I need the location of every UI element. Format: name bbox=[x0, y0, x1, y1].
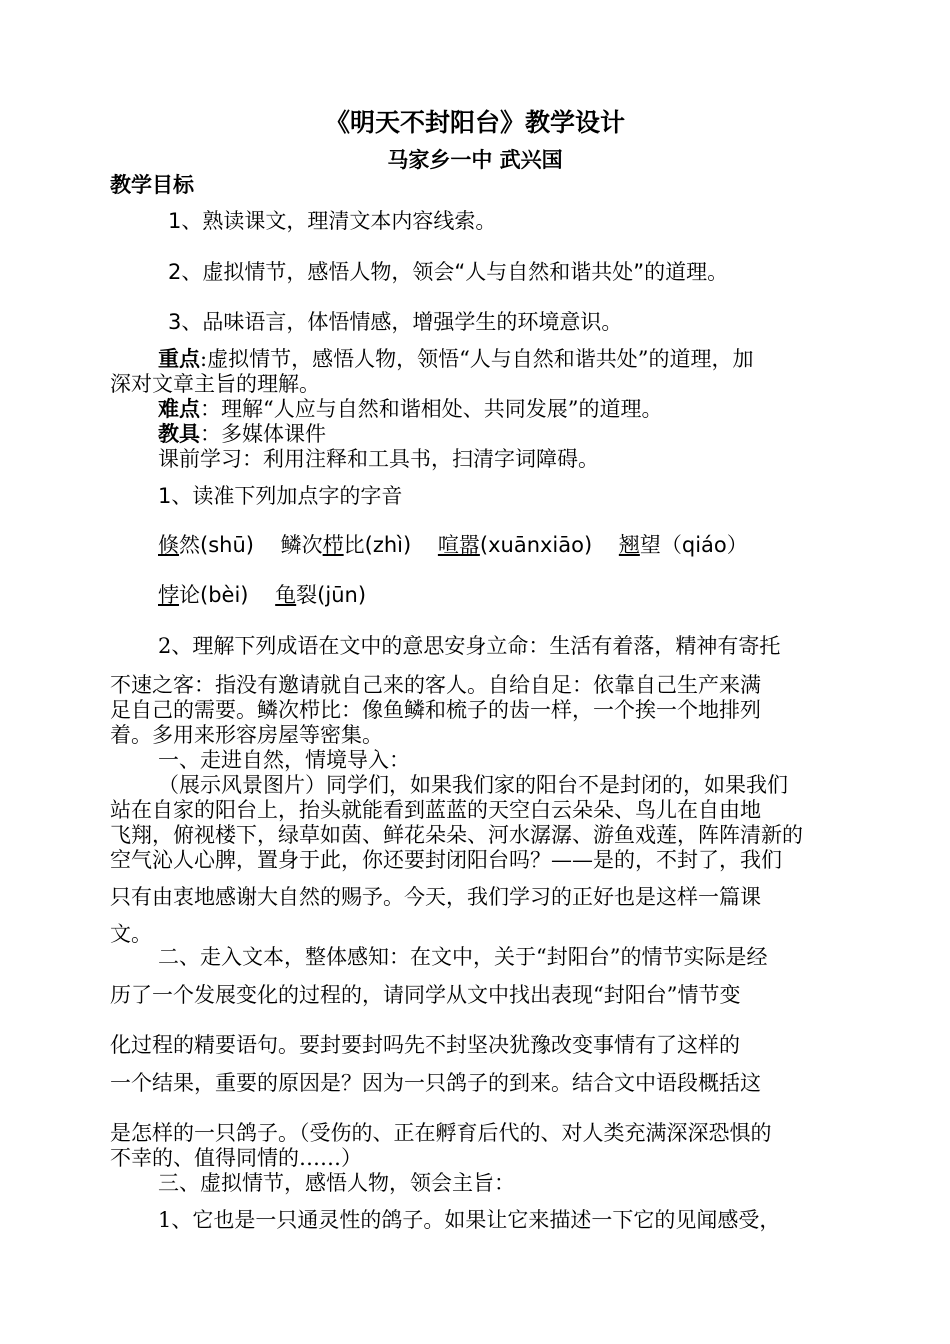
tools-label: 教具 bbox=[158, 422, 200, 446]
pinyin-item: 龟裂(jūn) bbox=[275, 583, 367, 607]
key-point bbox=[158, 346, 754, 372]
body-line: （展示风景图片）同学们，如果我们家的阳台不是封闭的，如果我们 bbox=[158, 773, 788, 797]
body-line: 化过程的精要语句。要封要封吗先不封坚决犹豫改变事情有了这样的 bbox=[110, 1033, 740, 1057]
difficulty-label: 难点 bbox=[158, 397, 200, 421]
doc-title: 《明天不封阳台》教学设计 bbox=[324, 108, 625, 137]
pinyin-item: 倏然(shū) bbox=[158, 533, 254, 557]
objective-item: 3、品味语言，体悟情感，增强学生的环境意识。 bbox=[168, 310, 623, 334]
body-line: 站在自家的阳台上，抬头就能看到蓝蓝的天空白云朵朵、鸟儿在自由地 bbox=[110, 798, 761, 822]
key-point-label: 重点 bbox=[158, 347, 200, 371]
body-line: 只有由衷地感谢大自然的赐予。今天，我们学习的正好也是这样一篇课 bbox=[110, 885, 761, 909]
body-line: 飞翔，俯视楼下，绿草如茵、鲜花朵朵、河水潺潺、游鱼戏莲，阵阵清新的 bbox=[110, 823, 803, 847]
pinyin-item: 鳞次栉比(zhì) bbox=[280, 533, 412, 557]
tools-text: ：多媒体课件 bbox=[200, 422, 326, 446]
body-line: 文。 bbox=[110, 922, 152, 946]
pinyin-item: 悖论(bèi) bbox=[158, 583, 249, 607]
pinyin-row bbox=[158, 582, 366, 608]
pinyin-item: 翘望（qiáo） bbox=[618, 533, 748, 557]
body-line: 空气沁人心脾，置身于此，你还要封闭阳台吗？——是的，不封了，我们 bbox=[110, 848, 782, 872]
body-line: 着。多用来形容房屋等密集。 bbox=[110, 723, 383, 747]
key-point-cont: 深对文章主旨的理解。 bbox=[110, 372, 320, 396]
objectives-heading: 教学目标 bbox=[110, 173, 194, 197]
difficulty-text: ：理解“人应与自然和谐相处、共同发展”的道理。 bbox=[200, 397, 663, 421]
body-line: 一、走进自然，情境导入： bbox=[158, 748, 410, 772]
pinyin-heading: 1、读准下列加点字的字音 bbox=[158, 484, 403, 508]
body-line: 历了一个发展变化的过程的，请同学从文中找出表现“封阳台”情节变 bbox=[110, 983, 741, 1007]
body-line: 2、理解下列成语在文中的意思安身立命：生活有着落，精神有寄托 bbox=[158, 634, 781, 658]
doc-author: 马家乡一中 武兴国 bbox=[387, 148, 563, 172]
teaching-tools bbox=[158, 421, 326, 447]
body-line: 二、走入文本，整体感知：在文中，关于“封阳台”的情节实际是经 bbox=[158, 945, 768, 969]
difficulty bbox=[158, 396, 662, 422]
pinyin-row bbox=[158, 532, 748, 558]
body-line: 1、它也是一只通灵性的鸽子。如果让它来描述一下它的见闻感受， bbox=[158, 1208, 781, 1232]
body-line: 是怎样的一只鸽子。（受伤的、正在孵育后代的、对人类充满深深恐惧的 bbox=[110, 1121, 772, 1145]
body-line: 不速之客：指没有邀请就自己来的客人。自给自足：依靠自己生产来满 bbox=[110, 673, 761, 697]
body-line: 足自己的需要。鳞次栉比：像鱼鳞和梳子的齿一样，一个挨一个地排列 bbox=[110, 698, 761, 722]
key-point-text: :虚拟情节，感悟人物，领悟“人与自然和谐共处”的道理，加 bbox=[200, 347, 754, 371]
body-line: 一个结果，重要的原因是？因为一只鸽子的到来。结合文中语段概括这 bbox=[110, 1071, 761, 1095]
preview-study: 课前学习：利用注释和工具书，扫清字词障碍。 bbox=[158, 447, 599, 471]
objective-item: 1、熟读课文，理清文本内容线索。 bbox=[168, 209, 497, 233]
body-line: 不幸的、值得同情的……） bbox=[110, 1146, 362, 1170]
body-line: 三、虚拟情节，感悟人物，领会主旨： bbox=[158, 1171, 515, 1195]
pinyin-item: 喧嚣(xuānxiāo) bbox=[437, 533, 593, 557]
objective-item: 2、虚拟情节，感悟人物，领会“人与自然和谐共处”的道理。 bbox=[168, 260, 729, 284]
